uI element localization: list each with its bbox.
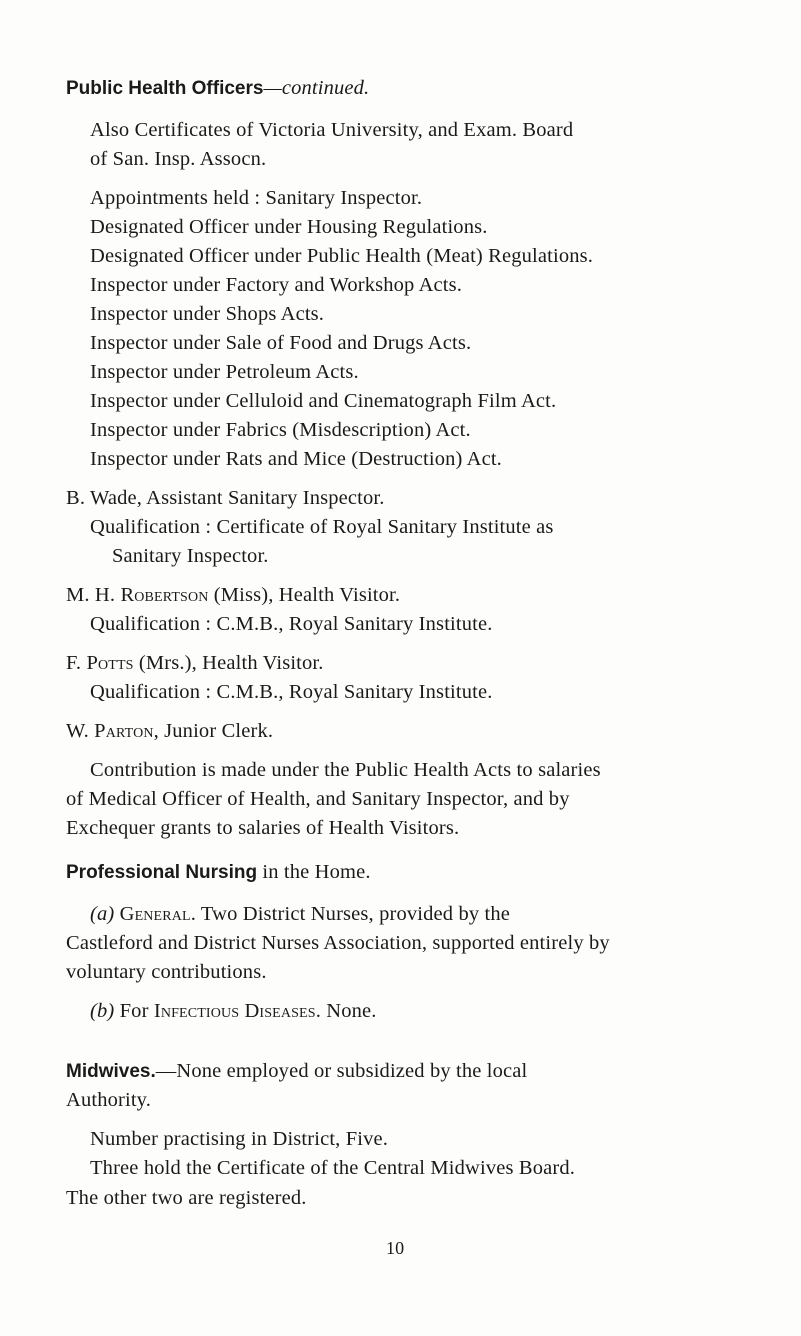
appointment-line: Inspector under Fabrics (Misdescription) Act. <box>90 419 471 441</box>
text-line: voluntary contributions. <box>66 961 267 983</box>
item-text: Two District Nurses, provided by the <box>195 903 511 925</box>
qualification-line: Qualification : C.M.B., Royal Sanitary Institute. <box>90 681 493 703</box>
initials: F. <box>66 652 87 674</box>
surname: Potts <box>86 652 134 674</box>
qualification-line: Qualification : C.M.B., Royal Sanitary Institute. <box>90 613 493 635</box>
qualification-line: Sanitary Inspector. <box>112 545 269 567</box>
page-number: 10 <box>386 1238 405 1258</box>
appointment-line: Inspector under Sale of Food and Drugs Acts. <box>90 332 472 354</box>
qualification-line: Qualification : Certificate of Royal Sanitary Institute as <box>90 516 554 538</box>
surname: Parton <box>94 720 154 742</box>
item-label: (b) <box>90 1000 115 1022</box>
appointment-line: Inspector under Rats and Mice (Destruction) Act. <box>90 448 502 470</box>
text-line: The other two are registered. <box>66 1187 307 1209</box>
contribution-line: of Medical Officer of Health, and Sanitary Inspector, and by <box>66 788 570 810</box>
role: , Junior Clerk. <box>153 720 274 742</box>
staff-robertson <box>66 583 400 607</box>
item-pre: For <box>114 1000 154 1022</box>
appointment-line: Inspector under Shops Acts. <box>90 303 325 325</box>
midwives-heading: Midwives. <box>66 1061 156 1082</box>
appointment-line: Designated Officer under Public Health (Meat) Regulations. <box>90 245 594 267</box>
nursing-heading <box>66 860 371 885</box>
item-text: None. <box>320 1000 377 1022</box>
staff-parton <box>66 719 273 743</box>
nursing-general <box>90 902 510 926</box>
appointment-line: Inspector under Petroleum Acts. <box>90 361 359 383</box>
role: , Health Visitor. <box>191 652 324 674</box>
appointment-line: Inspector under Factory and Workshop Acts. <box>90 274 463 296</box>
text-line: Three hold the Certificate of the Central Midwives Board. <box>90 1157 576 1179</box>
section-heading <box>66 76 369 101</box>
nursing-infectious <box>90 999 377 1023</box>
text-line: of San. Insp. Assocn. <box>90 148 267 170</box>
appointment-line: Designated Officer under Housing Regulations. <box>90 216 488 238</box>
text-line: Also Certificates of Victoria University, and Exam. Board <box>90 119 574 141</box>
role: , Health Visitor. <box>268 584 401 606</box>
staff-potts <box>66 651 324 675</box>
item-title: Infectious Diseases. <box>153 1000 321 1022</box>
nursing-heading-rest: in the Home. <box>257 861 371 883</box>
initials: M. H. <box>66 584 121 606</box>
appointment-line: Inspector under Celluloid and Cinematograph Film Act. <box>90 390 557 412</box>
surname: Robertson <box>120 584 209 606</box>
honorific: (Miss) <box>208 584 269 606</box>
nursing-heading-title: Professional Nursing <box>66 862 258 883</box>
contribution-line: Contribution is made under the Public Health Acts to salaries <box>90 759 601 781</box>
item-title: General. <box>119 903 196 925</box>
text-line: Number practising in District, Five. <box>90 1128 389 1150</box>
initials: W. <box>66 720 95 742</box>
honorific: (Mrs.) <box>133 652 192 674</box>
midwives-paragraph <box>66 1059 527 1084</box>
staff-wade: B. Wade, Assistant Sanitary Inspector. <box>66 487 385 509</box>
item-label: (a) <box>90 903 115 925</box>
text-line: Authority. <box>66 1089 152 1111</box>
text-line: Castleford and District Nurses Association, supported entirely by <box>66 932 610 954</box>
heading-title: Public Health Officers <box>66 78 264 99</box>
contribution-line: Exchequer grants to salaries of Health Visitors. <box>66 817 460 839</box>
heading-continued: —continued. <box>263 77 370 99</box>
appointment-line: Appointments held : Sanitary Inspector. <box>90 187 423 209</box>
midwives-text: —None employed or subsidized by the local <box>155 1060 528 1082</box>
